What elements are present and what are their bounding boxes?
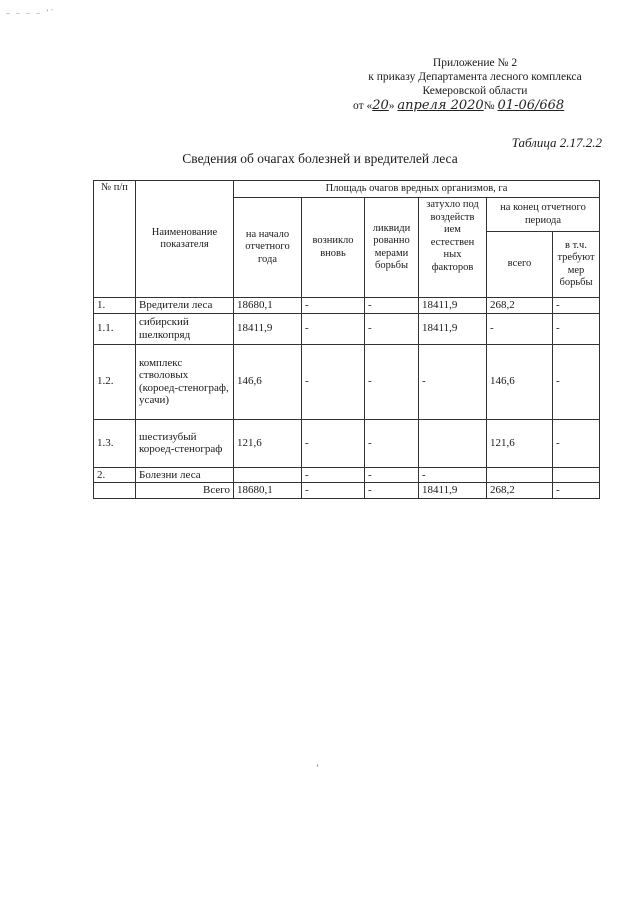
order-reference: к приказу Департамента лесного комплекса (368, 71, 582, 83)
table-row-total (94, 483, 600, 499)
appendix-number: Приложение № 2 (432, 57, 518, 69)
row-name: сибирский шелкопряд (136, 313, 234, 344)
cell-end-total (487, 467, 553, 483)
order-number: 01-06/668 (497, 98, 565, 113)
cell-faded: 18411,9 (419, 298, 487, 314)
cell-faded: 18411,9 (419, 313, 487, 344)
date-day: 20 (372, 98, 389, 113)
table-row (94, 419, 600, 467)
cell-liquidated: - (365, 483, 419, 499)
cell-new: - (302, 344, 365, 419)
row-name: комплекс стволовых (короед-стенограф, усачи) (136, 344, 234, 419)
row-num: 2. (94, 467, 136, 483)
cell-new: - (302, 298, 365, 314)
cell-faded: - (419, 467, 487, 483)
cell-end-need: - (553, 483, 600, 499)
cell-liquidated: - (365, 313, 419, 344)
cell-start: 18411,9 (234, 313, 302, 344)
row-name: Всего (136, 483, 234, 499)
cell-end-need (553, 467, 600, 483)
row-num: 1. (94, 298, 136, 314)
col-new-header: возникло вновь (302, 198, 365, 298)
end-group-header: на конец отчетного периода (487, 198, 600, 232)
area-group-header: Площадь очагов вредных организмов, га (234, 181, 600, 198)
row-name: Болезни леса (136, 467, 234, 483)
cell-faded: 18411,9 (419, 483, 487, 499)
stray-mark: ’ (316, 763, 319, 773)
row-num: 1.2. (94, 344, 136, 419)
order-date-line (353, 98, 564, 113)
row-name: Вредители леса (136, 298, 234, 314)
date-prefix: от « (353, 100, 373, 112)
cell-faded (419, 419, 487, 467)
pest-foci-table (93, 180, 600, 499)
cell-start: 18680,1 (234, 298, 302, 314)
cell-new: - (302, 483, 365, 499)
table-row (94, 298, 600, 314)
table-row (94, 313, 600, 344)
document-title: Сведения об очагах болезней и вредителей леса (182, 151, 458, 166)
cell-start (234, 467, 302, 483)
col-end-total-header: всего (487, 232, 553, 298)
row-num: 1.3. (94, 419, 136, 467)
scan-artifact: – – – – ʼ´ (6, 8, 56, 17)
date-mid: » (388, 100, 398, 112)
row-num: 1.1. (94, 313, 136, 344)
cell-end-total: - (487, 313, 553, 344)
col-start-header: на начало отчетного года (234, 198, 302, 298)
cell-liquidated: - (365, 344, 419, 419)
table-row (94, 467, 600, 483)
table-row (94, 344, 600, 419)
cell-new: - (302, 467, 365, 483)
cell-start: 121,6 (234, 419, 302, 467)
cell-new: - (302, 419, 365, 467)
cell-liquidated: - (365, 419, 419, 467)
cell-liquidated: - (365, 298, 419, 314)
cell-end-need: - (553, 344, 600, 419)
col-faded-header: затухло под воздейств ием естествен ных факторов (419, 198, 487, 298)
cell-start: 146,6 (234, 344, 302, 419)
cell-liquidated: - (365, 467, 419, 483)
cell-end-total: 146,6 (487, 344, 553, 419)
cell-end-total: 268,2 (487, 298, 553, 314)
cell-end-need: - (553, 313, 600, 344)
table-label: Таблица 2.17.2.2 (511, 135, 602, 150)
cell-start: 18680,1 (234, 483, 302, 499)
cell-end-total: 268,2 (487, 483, 553, 499)
order-number-label: № (483, 100, 498, 112)
cell-end-need: - (553, 298, 600, 314)
region-name: Кемеровской области (422, 85, 528, 97)
col-liquidated-header: ликвиди рованно мерами борьбы (365, 198, 419, 298)
col-num-header: № п/п (94, 181, 136, 298)
col-end-need-header: в т.ч. требуют мер борьбы (553, 232, 600, 298)
cell-new: - (302, 313, 365, 344)
appendix-header (340, 56, 610, 98)
cell-end-total: 121,6 (487, 419, 553, 467)
row-name: шестизубый короед-стенограф (136, 419, 234, 467)
col-name-header: Наименование показателя (136, 181, 234, 298)
row-num (94, 483, 136, 499)
cell-faded: - (419, 344, 487, 419)
date-month-year: апреля 2020 (397, 98, 484, 113)
cell-end-need: - (553, 419, 600, 467)
